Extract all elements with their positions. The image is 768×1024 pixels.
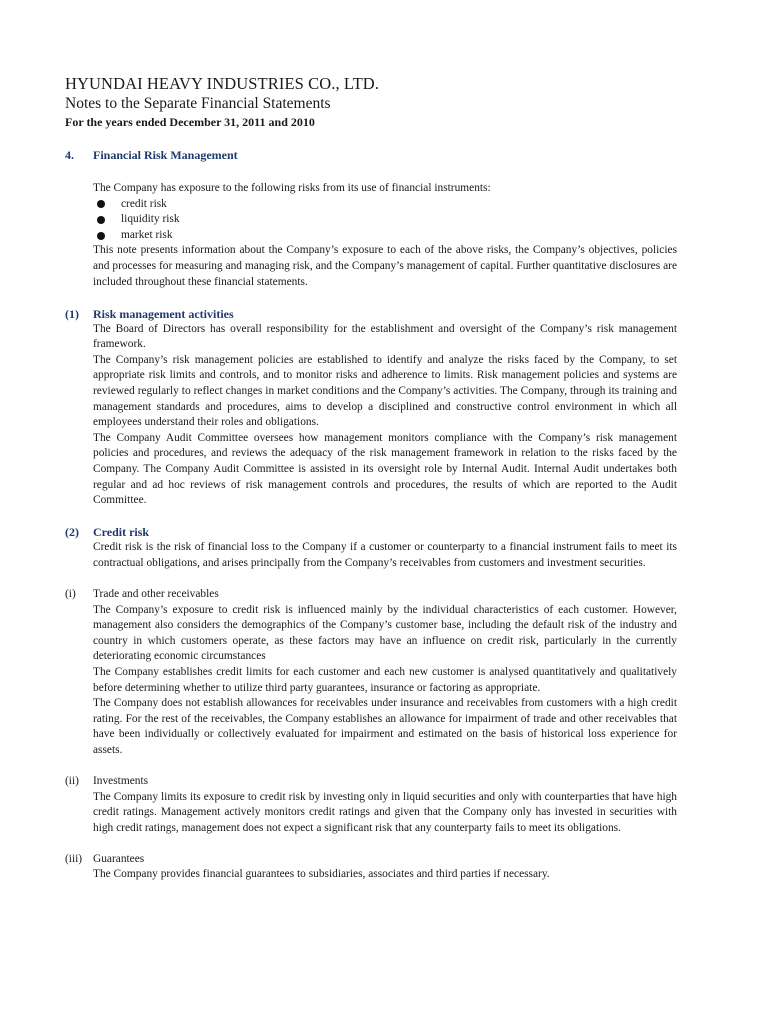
document-subtitle: Notes to the Separate Financial Statements	[65, 95, 331, 112]
item-title: Guarantees	[93, 852, 145, 865]
list-item-label: liquidity risk	[121, 213, 180, 226]
item-ii-heading	[65, 774, 677, 790]
paragraph: The Company Audit Committee oversees how management monitors compliance with the Company’s risk management policies and procedures, and reviews the adequacy of the risk management framework in relation to the risks faced by the Company. The Company Audit Committee is assisted in its oversight role by Internal Audit. Internal Audit undertakes both regular and ad hoc reviews of risk management controls and procedures, the results of which are reported to the Audit Committee.	[93, 431, 677, 507]
paragraph: The Company provides financial guarantees to subsidiaries, associates and third parties if necessary.	[93, 868, 550, 881]
document-page	[65, 74, 677, 883]
paragraph: The Company’s risk management policies are established to identify and analyze the risks faced by the Company, to set appropriate risk limits and controls, and to monitor risks and adherence to limits. Risk management policies and systems are reviewed regularly to reflect changes in market conditions and the Company’s activities. The Company, through its training and management standards and procedures, aims to develop a disciplined and constructive control environment in which all employees understand their roles and obligations.	[93, 353, 677, 429]
bullet-icon	[97, 232, 105, 240]
item-title: Trade and other receivables	[93, 587, 219, 600]
list-item	[93, 197, 677, 213]
item-number: (ii)	[65, 775, 79, 787]
subsection-1-body	[93, 322, 677, 509]
reporting-period: For the years ended December 31, 2011 and 2010	[65, 115, 315, 129]
risk-list	[93, 197, 677, 244]
list-item	[93, 212, 677, 228]
note-paragraph: This note presents information about the Company’s exposure to each of the above risks, the Company’s objectives, policies and processes for measuring and managing risk, and the Company’s management of capital. Further quantitative disclosures are included throughout these financial statements.	[93, 244, 677, 288]
subsection-2-heading	[65, 524, 677, 540]
subsection-number: (2)	[65, 525, 79, 540]
company-name: HYUNDAI HEAVY INDUSTRIES CO., LTD.	[65, 74, 379, 93]
list-item-label: credit risk	[121, 197, 167, 210]
item-i-body	[93, 603, 677, 759]
paragraph: Credit risk is the risk of financial loss to the Company if a customer or counterparty to a financial instrument fails to meet its contractual obligations, and arises principally from the Company’s receivables from customers and investment securities.	[93, 541, 677, 569]
item-i-heading	[65, 587, 677, 603]
item-number: (i)	[65, 587, 76, 600]
list-item	[93, 228, 677, 244]
paragraph: The Company limits its exposure to credit risk by investing only in liquid securities and only with counterparties that have high credit ratings. Management actively monitors credit ratings and given that the Company only has invested in securities with high credit ratings, management does not expect a significant risk that any counterparty fails to meet its obligations.	[93, 790, 677, 834]
item-iii-body	[93, 867, 677, 883]
bullet-icon	[97, 216, 105, 224]
paragraph: The Company does not establish allowances for receivables under insurance and receivables from customers with a high credit rating. For the rest of the receivables, the Company establishes an allowance for impairment of trade and other receivables that have been individually or collectively evaluated for impairment and estimated on the basis of historical loss experience for assets.	[93, 697, 677, 756]
item-ii-body	[93, 790, 677, 837]
subsection-title: Credit risk	[93, 525, 150, 540]
section-number: 4.	[65, 148, 74, 162]
item-iii-heading	[65, 852, 677, 868]
subsection-title: Risk management activities	[93, 306, 234, 321]
bullet-icon	[97, 200, 105, 208]
subsection-number: (1)	[65, 306, 79, 321]
section-4-heading	[65, 147, 677, 163]
paragraph: The Company’s exposure to credit risk is influenced mainly by the individual characteristics of each customer. However, management also considers the demographics of the Company’s customer base, including the default risk of the industry and country in which customers operate, as these factors may have an influence on credit risk, particularly in the currently deteriorating economic circumstances	[93, 603, 677, 663]
paragraph: The Board of Directors has overall responsibility for the establishment and oversight of the Company’s risk management framework.	[93, 322, 677, 351]
list-item-label: market risk	[121, 228, 173, 241]
section-4-body	[93, 181, 677, 290]
item-title: Investments	[93, 775, 149, 787]
item-number: (iii)	[65, 852, 83, 865]
subsection-2-body	[93, 540, 677, 571]
intro-paragraph: The Company has exposure to the following risks from its use of financial instruments:	[93, 182, 491, 194]
section-title: Financial Risk Management	[93, 148, 238, 162]
paragraph: The Company establishes credit limits for each customer and each new customer is analysed quantitatively and qualitatively before determining whether to utilize third party guarantees, insurance or factoring as appropriate.	[93, 665, 677, 694]
subsection-1-heading	[65, 306, 677, 322]
